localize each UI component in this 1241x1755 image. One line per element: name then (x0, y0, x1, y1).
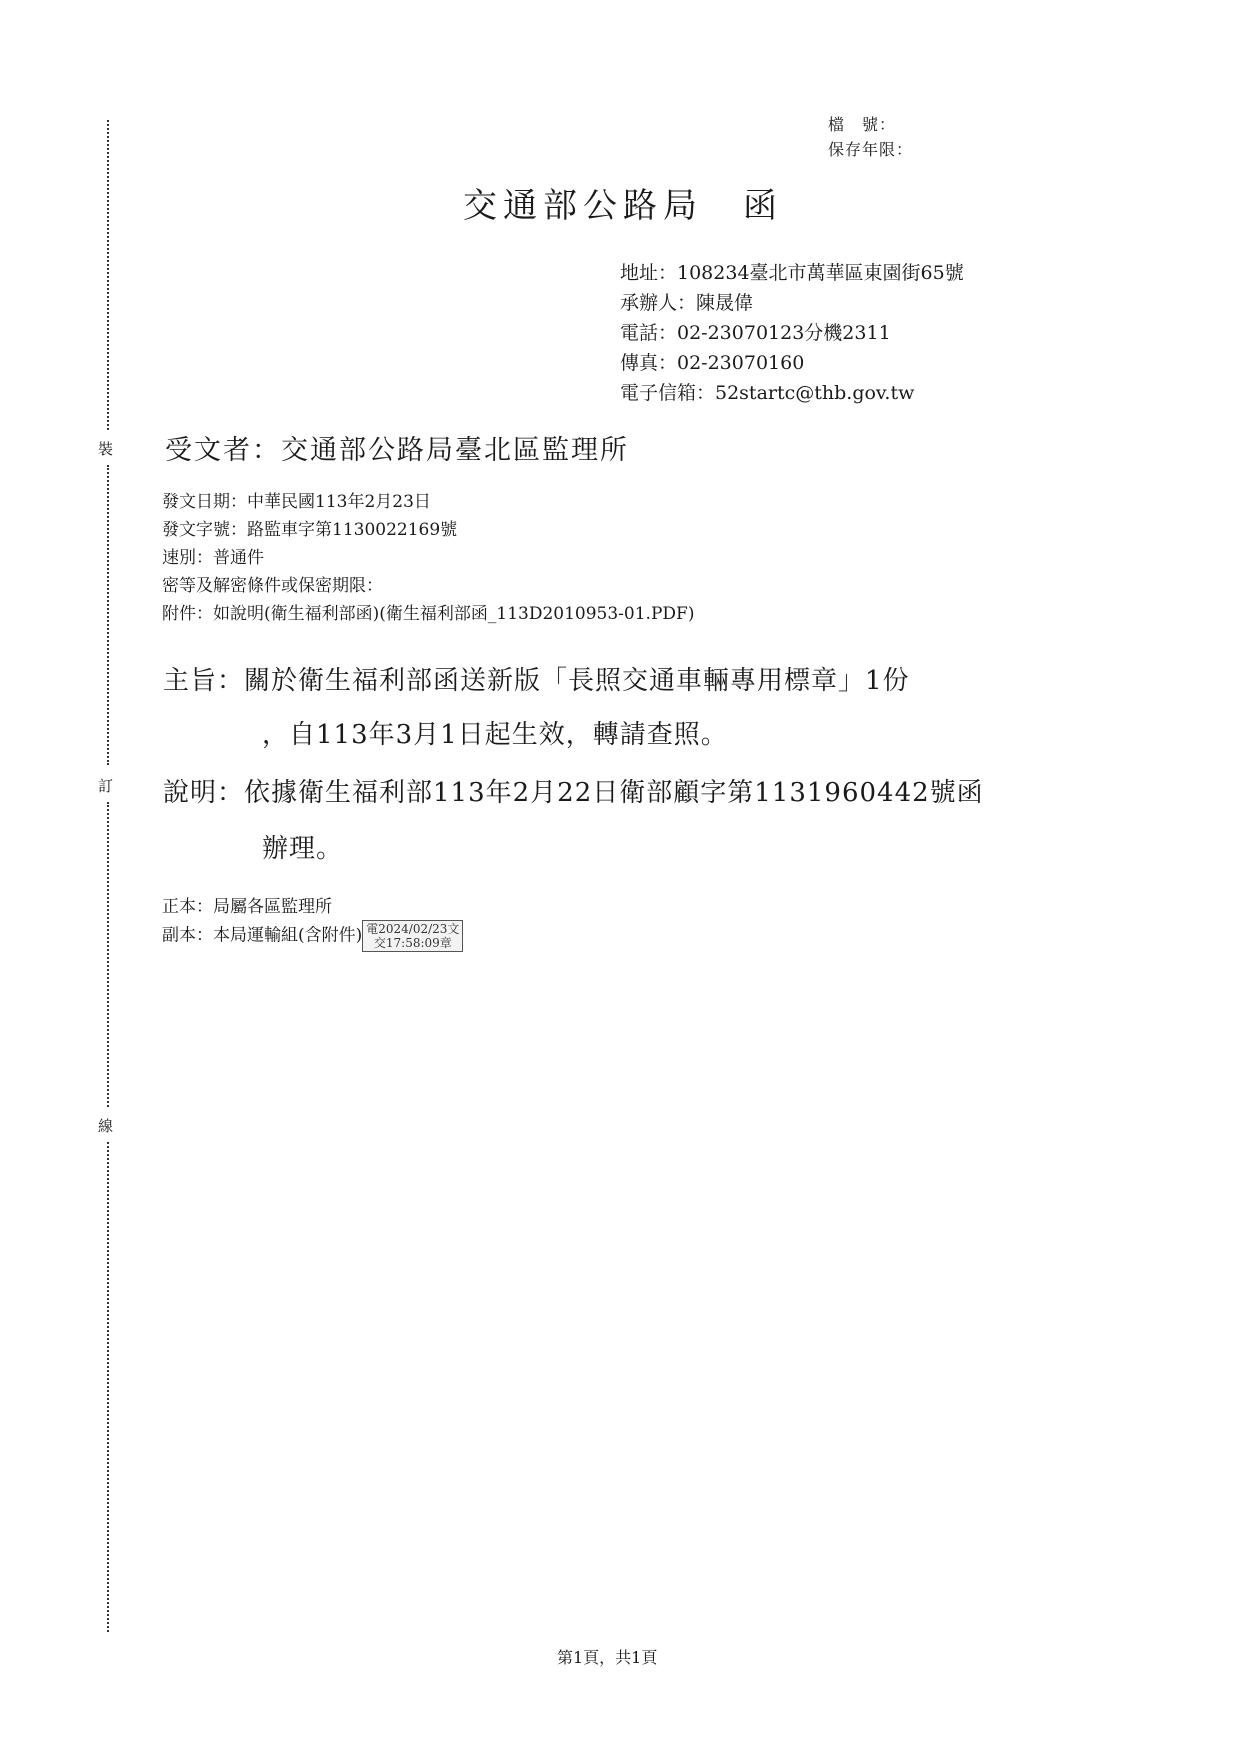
contact-fax: 傳真：02-23070160 (620, 352, 805, 374)
document-number: 發文字號：路監車字第1130022169號 (162, 520, 458, 540)
binding-mark-ding: 訂 (98, 777, 114, 795)
binding-mark-zhuang: 裝 (98, 440, 114, 458)
copy-recipients (162, 920, 463, 952)
binding-dotted-line (107, 1142, 109, 1632)
stamp-line-1: 電2024/02/23文 (366, 922, 460, 936)
subject-line-1: 主旨：關於衛生福利部函送新版「長照交通車輛專用標章」1份 (163, 666, 910, 696)
retention-label: 保存年限： (828, 140, 914, 159)
contact-address: 地址：108234臺北市萬華區東園街65號 (620, 262, 964, 284)
recipient: 受文者：交通部公路局臺北區監理所 (165, 435, 629, 466)
original-recipients: 正本：局屬各區監理所 (162, 897, 332, 917)
contact-phone: 電話：02-23070123分機2311 (620, 322, 891, 344)
electronic-exchange-stamp (362, 920, 463, 952)
explanation-line-2: 辦理。 (262, 834, 344, 864)
binding-dotted-line (107, 802, 109, 1107)
binding-dotted-line (107, 120, 109, 430)
secrecy-level: 密等及解密條件或保密期限： (162, 576, 383, 596)
binding-dotted-line (107, 465, 109, 765)
copy-recipients-text: 副本：本局運輸組(含附件) (162, 925, 363, 946)
subject-line-2: ，自113年3月1日起生效，轉請查照。 (262, 720, 728, 750)
contact-email: 電子信箱：52startc@thb.gov.tw (620, 382, 915, 404)
delivery-speed: 速別：普通件 (162, 548, 264, 568)
explanation-line-1: 說明：依據衛生福利部113年2月22日衛部顧字第1131960442號函 (163, 778, 984, 808)
stamp-line-2: 交17:58:09章 (373, 936, 452, 950)
contact-handler: 承辦人：陳晟偉 (620, 292, 754, 314)
binding-mark-xian: 線 (98, 1117, 114, 1135)
issue-date: 發文日期：中華民國113年2月23日 (162, 492, 431, 512)
document-title: 交通部公路局 函 (463, 186, 783, 226)
attachment: 附件：如說明(衛生福利部函)(衛生福利部函_113D2010953-01.PDF) (162, 604, 695, 624)
file-number-label: 檔 號： (828, 115, 897, 134)
page-number: 第1頁，共1頁 (557, 1648, 658, 1667)
